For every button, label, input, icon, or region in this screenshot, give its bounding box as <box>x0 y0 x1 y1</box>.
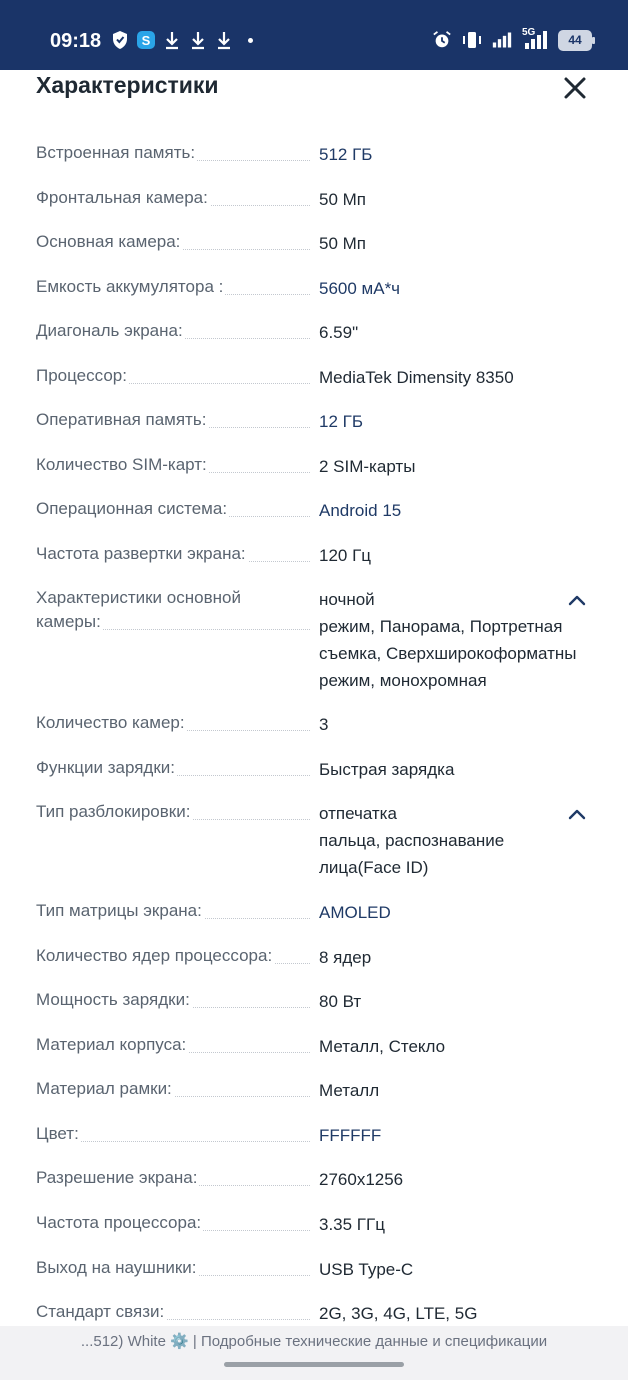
spec-value <box>319 319 594 346</box>
spec-label <box>36 542 310 566</box>
spec-label-text: Цвет: <box>36 1124 79 1143</box>
network-label: 5G <box>522 27 536 38</box>
spec-label <box>36 319 310 343</box>
spec-value-line: Металл, Стекло <box>319 1037 446 1056</box>
download-icon <box>188 29 208 51</box>
spec-value <box>319 1077 594 1104</box>
spec-label-text: Количество ядер процессора: <box>36 946 273 965</box>
spec-value-line: режим, Панорама, Портретная <box>319 617 563 636</box>
spec-value-line: USB Type-C <box>319 1260 414 1279</box>
spec-label-text: Процессор: <box>36 366 127 385</box>
spec-value-line: пальца, распознавание <box>319 831 505 850</box>
spec-value-line: 6.59" <box>319 323 359 342</box>
spec-label <box>36 141 310 165</box>
spec-value-line: 50 Мп <box>319 190 366 209</box>
spec-value <box>319 944 594 971</box>
spec-label <box>36 275 310 299</box>
download-icon <box>214 29 234 51</box>
shield-icon <box>110 29 130 51</box>
spec-value-line: 512 ГБ <box>319 145 373 164</box>
spec-label <box>36 453 310 477</box>
spec-value-line: 80 Вт <box>319 992 362 1011</box>
bottom-bar <box>0 1326 628 1380</box>
spec-label-text: Частота процессора: <box>36 1213 202 1232</box>
spec-value-line: Android 15 <box>319 501 402 520</box>
spec-label-text: Операционная система: <box>36 499 228 518</box>
chevron-up-icon[interactable] <box>566 806 590 824</box>
spec-label-text: Тип матрицы экрана: <box>36 901 202 920</box>
spec-value-link[interactable] <box>319 1122 594 1149</box>
spec-label-text: Встроенная память: <box>36 143 196 162</box>
spec-value <box>319 1211 594 1238</box>
spec-value-line: лица(Face ID) <box>319 858 429 877</box>
spec-value-line: 2760x1256 <box>319 1170 404 1189</box>
spec-label-text: Диагональ экрана: <box>36 321 183 340</box>
spec-label <box>36 899 310 923</box>
signal-icon <box>492 29 512 51</box>
download-icon <box>162 29 182 51</box>
spec-label-text: Оперативная память: <box>36 410 207 429</box>
spec-value-link[interactable] <box>319 497 594 524</box>
spec-label <box>36 800 310 824</box>
spec-label-text: Количество SIM-карт: <box>36 455 207 474</box>
spec-label <box>36 586 310 634</box>
signal-5g-icon <box>522 29 548 51</box>
spec-value <box>319 988 594 1015</box>
spec-value-line: ночной <box>319 590 375 609</box>
spec-label-text: камеры: <box>36 612 101 631</box>
spec-value-line: съемка, Сверхширокоформатны <box>319 644 577 663</box>
spec-value <box>319 1256 594 1283</box>
spec-label <box>36 988 310 1012</box>
spec-label <box>36 408 310 432</box>
spec-value <box>319 586 594 694</box>
spec-value-line: AMOLED <box>319 903 391 922</box>
spec-value <box>319 542 594 569</box>
spec-value <box>319 711 594 738</box>
spec-label <box>36 711 310 735</box>
spec-label-text: Выход на наушники: <box>36 1258 197 1277</box>
dot-icon <box>248 38 253 43</box>
spec-value <box>319 1033 594 1060</box>
vibrate-icon <box>462 29 482 51</box>
chevron-up-icon[interactable] <box>566 592 590 610</box>
spec-value-line: FFFFFF <box>319 1126 382 1145</box>
spec-value-line: 50 Мп <box>319 234 366 253</box>
home-indicator[interactable] <box>224 1362 404 1367</box>
spec-value-line: Металл <box>319 1081 380 1100</box>
status-bar <box>0 0 628 70</box>
s-app-icon: S <box>136 29 156 51</box>
status-time: 09:18 <box>50 30 102 52</box>
spec-value <box>319 756 594 783</box>
status-icons-right <box>432 29 592 51</box>
spec-label-text: Материал рамки: <box>36 1079 172 1098</box>
spec-label <box>36 1300 310 1324</box>
spec-value-line: 2G, 3G, 4G, LTE, 5G <box>319 1304 478 1323</box>
spec-label <box>36 944 310 968</box>
spec-label <box>36 186 310 210</box>
spec-label-text: Стандарт связи: <box>36 1302 165 1321</box>
spec-label <box>36 756 310 780</box>
spec-value <box>319 453 594 480</box>
spec-value <box>319 186 594 213</box>
spec-label-text: Тип разблокировки: <box>36 802 191 821</box>
spec-value <box>319 1300 594 1327</box>
spec-label <box>36 1211 310 1235</box>
spec-value <box>319 230 594 257</box>
spec-label-text: Мощность зарядки: <box>36 990 190 1009</box>
spec-label <box>36 497 310 521</box>
spec-value-line: 3.35 ГГц <box>319 1215 385 1234</box>
close-icon <box>560 73 590 103</box>
spec-label-text: Разрешение экрана: <box>36 1168 198 1187</box>
spec-value <box>319 800 594 881</box>
spec-value-line: режим, монохромная <box>319 671 487 690</box>
battery-icon: 44 <box>558 30 592 51</box>
spec-value-link[interactable] <box>319 408 594 435</box>
alarm-icon <box>432 29 452 51</box>
spec-value <box>319 1166 594 1193</box>
spec-value-line: 12 ГБ <box>319 412 363 431</box>
spec-label <box>36 1256 310 1280</box>
spec-label-text: Характеристики основной <box>36 588 241 607</box>
close-button[interactable] <box>560 73 590 103</box>
spec-value-link[interactable] <box>319 275 594 302</box>
spec-value-line: отпечатка <box>319 804 397 823</box>
spec-value <box>319 364 594 391</box>
spec-label-text: Фронтальная камера: <box>36 188 208 207</box>
spec-value-line: MediaTek Dimensity 8350 <box>319 368 514 387</box>
spec-value-link[interactable] <box>319 899 594 926</box>
spec-value-line: 8 ядер <box>319 948 372 967</box>
spec-label-text: Частота развертки экрана: <box>36 544 246 563</box>
spec-label <box>36 1166 310 1190</box>
spec-label-text: Материал корпуса: <box>36 1035 187 1054</box>
spec-value-link[interactable] <box>319 141 594 168</box>
spec-label-text: Количество камер: <box>36 713 185 732</box>
spec-label <box>36 1033 310 1057</box>
spec-value-line: 3 <box>319 715 329 734</box>
spec-label <box>36 1122 310 1146</box>
page-title-footer[interactable]: ...512) White ⚙️ | Подробные технические данные и спецификации <box>80 1333 548 1350</box>
spec-value-line: 120 Гц <box>319 546 372 565</box>
spec-label <box>36 1077 310 1101</box>
spec-value-line: Быстрая зарядка <box>319 760 455 779</box>
spec-label <box>36 364 310 388</box>
page-title: Характеристики <box>36 72 219 98</box>
spec-label-text: Основная камера: <box>36 232 181 251</box>
spec-label-text: Емкость аккумулятора : <box>36 277 224 296</box>
spec-value-line: 5600 мА*ч <box>319 279 401 298</box>
spec-label-text: Функции зарядки: <box>36 758 175 777</box>
status-icons-left <box>110 29 253 51</box>
spec-value-line: 2 SIM-карты <box>319 457 416 476</box>
spec-label <box>36 230 310 254</box>
